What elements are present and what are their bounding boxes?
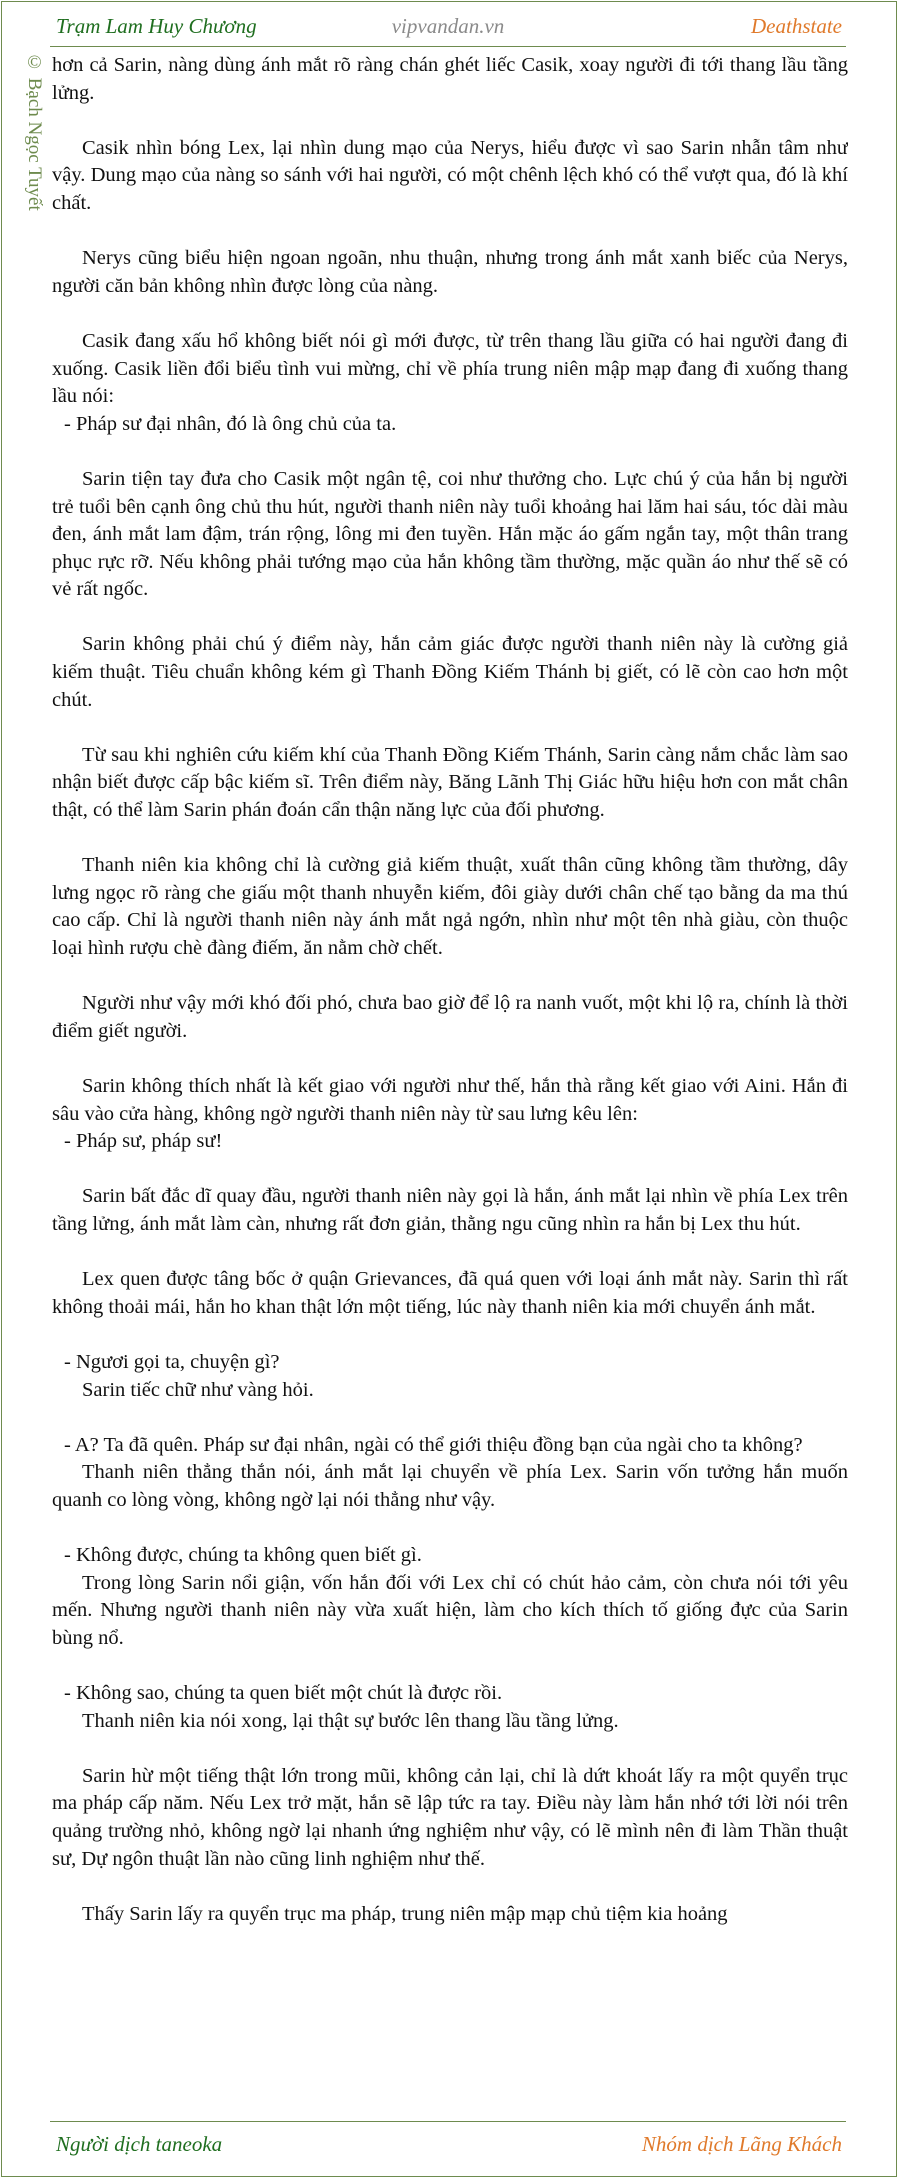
site-domain: vipvandan.vn xyxy=(391,14,505,38)
paragraph: Casik nhìn bóng Lex, lại nhìn dung mạo của Nerys, hiểu được vì sao Sarin nhẫn tâm như vậy. Dung mạo của nàng so sánh với hai người, có một chênh lệch khó có thể vượt qua, đó là khí chất. xyxy=(52,136,848,214)
translator-credit: Người dịch taneoka xyxy=(56,2132,223,2156)
dialogue-line: - A? Ta đã quên. Pháp sư đại nhân, ngài có thể giới thiệu đồng bạn của ngài cho ta không? xyxy=(64,1433,803,1456)
paragraph: hơn cả Sarin, nàng dùng ánh mắt rõ ràng chán ghét liếc Casik, xoay người đi tới thang lầu tầng lửng. xyxy=(52,54,848,104)
paragraph: Sarin tiện tay đưa cho Casik một ngân tệ, coi như thưởng cho. Lực chú ý của hắn bị người trẻ tuổi bên cạnh ông chủ thu hút, người thanh niên này tuổi khoảng hai lăm hai sáu, tóc dài màu đen, ánh mắt lam đậm, trán rộng, lông mi đen tuyền. Hắn mặc áo gấm ngắn tay, một thân trang phục rực rỡ. Nếu không phải tướng mạo của hắn không tầm thường, mặc quần áo như thế sẽ có vẻ rất ngốc. xyxy=(52,467,848,601)
site-name: Trạm Lam Huy Chương xyxy=(56,14,257,38)
book-title: Deathstate xyxy=(751,14,842,38)
paragraph: Thanh niên kia nói xong, lại thật sự bước lên thang lầu tầng lửng. xyxy=(82,1709,619,1732)
paragraph: Sarin không thích nhất là kết giao với người như thế, hắn thà rằng kết giao với Aini. Hắn đi sâu vào cửa hàng, không ngờ người thanh niên này từ sau lưng kêu lên: xyxy=(52,1074,848,1125)
page-footer xyxy=(50,2121,846,2162)
paragraph: Sarin bất đắc dĩ quay đầu, người thanh niên này gọi là hắn, ánh mắt lại nhìn về phía Lex trên tầng lửng, ánh mắt làm càn, nhưng rất đơn giản, thằng ngu cũng nhìn ra hắn bị Lex thu hút. xyxy=(52,1185,848,1235)
paragraph: Sarin hừ một tiếng thật lớn trong mũi, không cản lại, chỉ là dứt khoát lấy ra một quyển trục ma pháp cấp năm. Nếu Lex trở mặt, hắn sẽ lập tức ra tay. Điều này làm hắn nhớ tới lời nói trên quảng trường nhỏ, không ngờ lại nhanh ứng nghiệm như vậy, có lẽ mình nên đi làm Thần thuật sư, Dự ngôn thuật lần nào cũng linh nghiệm như thế. xyxy=(52,1764,848,1870)
sidebar-watermark xyxy=(8,52,45,282)
dialogue-line: - Không sao, chúng ta quen biết một chút là được rồi. xyxy=(64,1682,503,1705)
paragraph: Thanh niên kia không chỉ là cường giả kiếm thuật, xuất thân cũng không tầm thường, dây lưng ngọc rõ ràng che giấu một thanh nhuyễn kiếm, đôi giày dưới chân chế tạo bằng da ma thú cao cấp. Chỉ là người thanh niên này ánh mắt ngả ngớn, nhìn như một tên nhà giàu, còn thuộc loại hình rượu chè đàng điếm, ăn nằm chờ chết. xyxy=(52,854,848,959)
paragraph: Trong lòng Sarin nổi giận, vốn hắn đối với Lex chỉ có chút hảo cảm, còn chưa nói tới yêu mến. Nhưng người thanh niên này vừa xuất hiện, làm cho kích thích tố giống đực của Sarin bùng nổ. xyxy=(52,1571,848,1649)
paragraph: Casik đang xấu hổ không biết nói gì mới được, từ trên thang lầu giữa có hai người đang đi xuống. Casik liền đổi biểu tình vui mừng, chỉ về phía trung niên mập mạp đang đi xuống thang lầu nói: xyxy=(52,329,848,408)
paragraph: Thanh niên thẳng thắn nói, ánh mắt lại chuyển về phía Lex. Sarin vốn tưởng hắn muốn quanh co lòng vòng, không ngờ lại nói thẳng như vậy. xyxy=(52,1461,848,1511)
paragraph: Sarin tiếc chữ như vàng hỏi. xyxy=(82,1378,314,1401)
dialogue-line: - Pháp sư, pháp sư! xyxy=(64,1130,223,1153)
page-header xyxy=(50,8,846,47)
paragraph: Từ sau khi nghiên cứu kiếm khí của Thanh Đồng Kiếm Thánh, Sarin càng nắm chắc làm sao nhận biết được cấp bậc kiếm sĩ. Trên điểm này, Băng Lãnh Thị Giác hữu hiệu hơn con mắt chân thật, có thể làm Sarin phán đoán cẩn thận năng lực của đối phương. xyxy=(52,743,848,822)
translation-group: Nhóm dịch Lãng Khách xyxy=(641,2132,842,2156)
dialogue-line: - Không được, chúng ta không quen biết gì. xyxy=(64,1544,422,1567)
paragraph: Lex quen được tâng bốc ở quận Grievances, đã quá quen với loại ánh mắt này. Sarin thì rất không thoải mái, hắn ho khan thật lớn một tiếng, lúc này thanh niên kia mới chuyển ánh mắt. xyxy=(52,1268,848,1318)
paragraph: Sarin không phải chú ý điểm này, hắn cảm giác được người thanh niên này là cường giả kiếm thuật. Tiêu chuẩn không kém gì Thanh Đồng Kiếm Thánh bị giết, có lẽ còn cao hơn một chút. xyxy=(52,633,848,711)
document-page xyxy=(1,1,897,2177)
paragraph: Thấy Sarin lấy ra quyển trục ma pháp, trung niên mập mạp chủ tiệm kia hoảng xyxy=(82,1902,728,1925)
story-content xyxy=(52,52,848,2106)
paragraph: Người như vậy mới khó đối phó, chưa bao giờ để lộ ra nanh vuốt, một khi lộ ra, chính là thời điểm giết người. xyxy=(52,992,848,1042)
paragraph: Nerys cũng biểu hiện ngoan ngoãn, nhu thuận, nhưng trong ánh mắt xanh biếc của Nerys, người căn bản không nhìn được lòng của nàng. xyxy=(52,247,848,297)
copyright-watermark: © Bạch Ngọc Tuyết xyxy=(24,52,45,211)
dialogue-line: - Ngươi gọi ta, chuyện gì? xyxy=(64,1350,280,1373)
dialogue-line: - Pháp sư đại nhân, đó là ông chủ của ta. xyxy=(64,412,397,435)
